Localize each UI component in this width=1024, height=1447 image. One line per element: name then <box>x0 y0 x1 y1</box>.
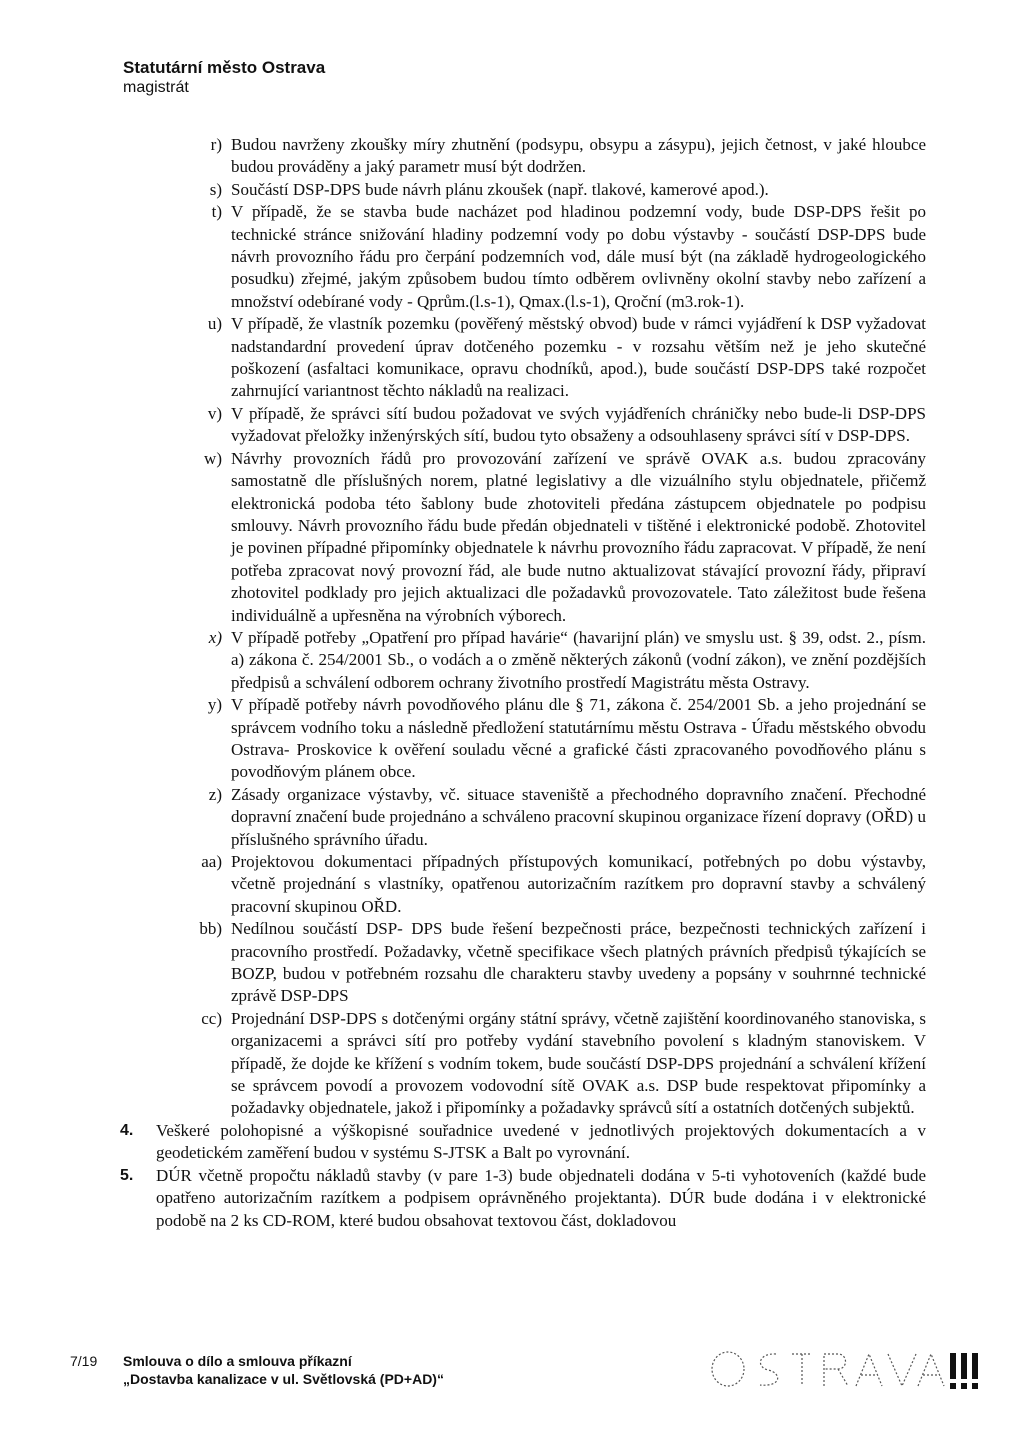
item-number: 5. <box>120 1166 134 1184</box>
numbered-item-4 <box>0 1120 1024 1165</box>
list-item-w <box>0 448 1024 627</box>
item-label: r) <box>210 135 222 154</box>
item-label: x) <box>208 627 222 647</box>
item-text: Nedílnou součástí DSP- DPS bude řešení bezpečnosti práce, bezpečnosti technických zařízení i pracovního prostředí. Požadavky, včetně specifikace všech platných právních předpisů týkajících se BOZP, budou v potřebném rozsahu dle charakteru stavby uvedeny a popsány v souhrnné technické zprávě DSP-DPS <box>231 919 926 1006</box>
item-text: V případě, že správci sítí budou požadovat ve svých vyjádřeních chráničky nebo bude-li DSP-DPS vyžadovat přeložky inženýrských sítí, budou tyto obsaženy a odsouhlaseny správci sítí v DSP-DPS. <box>231 403 926 446</box>
organization-name: Statutární město Ostrava <box>123 58 326 77</box>
project-title: „Dostavba kanalizace v ul. Světlovská (PD+AD)“ <box>123 1371 444 1387</box>
list-item-t <box>0 201 1024 313</box>
list-item-v <box>0 403 1024 448</box>
item-text: Návrhy provozních řádů pro provozování zařízení ve správě OVAK a.s. budou zpracovány samostatně dle příslušných norem, platné legislativy a dle vizuálního stylu objednatele, přičemž elektronická podoba této šablony bude zhotoviteli předána zástupcem objednatele po podpisu smlouvy. Návrh provozního řádu bude předán objednateli v tištěné i elektronické podobě. Zhotovitel je povinen případné připomínky objednatele k návrhu provozního řádu zapracovat. V případě, že není potřeba zpracovat nový provozní řád, ale bude nutno aktualizovat stávající provozní řády, připraví zhotovitel podklady pro jejich aktualizaci dle požadavků provozovatele. Tato záležitost bude řešena individuálně a upřesněna na výrobních výborech. <box>231 448 926 625</box>
item-text: Součástí DSP-DPS bude návrh plánu zkoušek (např. tlakové, kamerové apod.). <box>231 179 769 199</box>
item-label: t) <box>211 202 222 222</box>
list-item-u <box>0 313 1024 403</box>
item-text: Zásady organizace výstavby, vč. situace staveniště a přechodného dopravního značení. Přechodné dopravní značení bude projednáno a schváleno pracovní skupinou organizace řízení dopravy (OŘD) u příslušného správního úřadu. <box>231 784 926 849</box>
item-label: s) <box>209 179 222 199</box>
list-item-z <box>0 784 1024 851</box>
item-text: Budou navrženy zkoušky míry zhutnění (podsypu, obsypu a zásypu), jejich četnost, v jaké hloubce budou prováděny a jaký parametr musí být dodržen. <box>231 135 926 177</box>
ostrava-logo <box>706 1345 984 1395</box>
page-header <box>123 58 325 97</box>
item-label: y) <box>207 695 222 715</box>
list-item-cc <box>0 1008 1024 1120</box>
item-label: z) <box>208 784 222 804</box>
item-text: V případě, že vlastník pozemku (pověřený městský obvod) bude v rámci vyjádření k DSP vyžadovat nadstandardní provedení úprav dotčeného pozemku - v rozsahu větším než je jeho skutečné poškození (asfaltaci komunikace, opravu chodníků, apod.), bude součástí DSP-DPS také rozpočet zahrnující variantnost těchto nákladů na realizaci. <box>231 314 926 401</box>
item-label: v) <box>207 403 222 423</box>
item-text: V případě potřeby „Opatření pro případ havárie“ (havarijní plán) ve smyslu ust. § 39, odst. 2., písm. a) zákona č. 254/2001 Sb., o vodách a o změně některých zákonů (vodní zákon), ve znění pozdějších předpisů a schválení odborem ochrany životního prostředí Magistrátu města Ostravy. <box>231 627 926 692</box>
contract-title: Smlouva o dílo a smlouva příkazní <box>123 1353 352 1369</box>
page-number: 7/19 <box>70 1353 98 1369</box>
list-item-x <box>0 627 1024 694</box>
item-text: V případě, že se stavba bude nacházet pod hladinou podzemní vody, bude DSP-DPS řešit po technické stránce snižování hladiny podzemní vody po dobu výstavby - součástí DSP-DPS bude návrh provozního řádu pro čerpání podzemních vod, dále musí být (na základě hydrogeologického posudku) zřejmé, jakým způsobem budou tímto odběrem ovlivněny okolní stavby nebo zařízení a množství odebírané vody - Qprům.(l.s-1), Qmax.(l.s-1), Qroční (m3.rok-1). <box>231 202 926 311</box>
list-item-y <box>0 694 1024 784</box>
item-label: bb) <box>199 919 222 939</box>
item-text: Projednání DSP-DPS s dotčenými orgány státní správy, včetně zajištění koordinovaného stanoviska, s organizacemi a správci sítí pro potřeby vydání stavebního povolení s kladným stanoviskem. V případě, že dojde ke křížení s vodním tokem, bude součástí DSP-DPS projednání a schválení křížení se správcem povodí a provozem vodovodní sítě OVAK a.s. DSP bude respektovat připomínky a požadavky objednatele, jakož i připomínky a požadavky správců sítí a ostatních dotčených subjektů. <box>231 1008 926 1118</box>
item-number: 4. <box>120 1121 134 1139</box>
item-text: Projektovou dokumentaci případných přístupových komunikací, potřebných po dobu výstavby, včetně projednání s vlastníky, opatřenou autorizačním razítkem pro dopravní stavby a schválený pracovní skupinou OŘD. <box>231 852 926 916</box>
item-label: cc) <box>201 1008 222 1028</box>
list-item-s <box>0 179 1024 201</box>
item-label: w) <box>204 448 222 468</box>
numbered-item-5 <box>0 1165 1024 1232</box>
item-text: DÚR včetně propočtu nákladů stavby (v pare 1-3) bude objednateli dodána v 5-ti vyhotoveních (každé bude opatřeno autorizačním razítkem a podpisem oprávněného projektanta). DÚR bude dodána i v elektronické podobě na 2 ks CD-ROM, které budou obsahovat textovou část, dokladovou <box>156 1165 926 1230</box>
department-name: magistrát <box>123 79 189 96</box>
item-text: V případě potřeby návrh povodňového plánu dle § 71, zákona č. 254/2001 Sb. a jeho projednání se správcem vodního toku a následně předložení statutárnímu městu Ostrava - Úřadu městského obvodu Ostrava- Proskovice k ověření souladu věcné a grafické části zpracovaného povodňového plánu s povodňovým plánem obce. <box>231 695 926 782</box>
document-body <box>0 134 1024 1232</box>
item-label: u) <box>207 314 222 334</box>
list-item-aa <box>0 851 1024 918</box>
item-label: aa) <box>201 852 222 871</box>
list-item-bb <box>0 918 1024 1008</box>
list-item-r <box>0 134 1024 179</box>
item-text: Veškeré polohopisné a výškopisné souřadnice uvedené v jednotlivých projektových dokumentacích a v geodetickém zaměření budou v systému S-JTSK a Balt po vyrovnání. <box>156 1120 926 1163</box>
